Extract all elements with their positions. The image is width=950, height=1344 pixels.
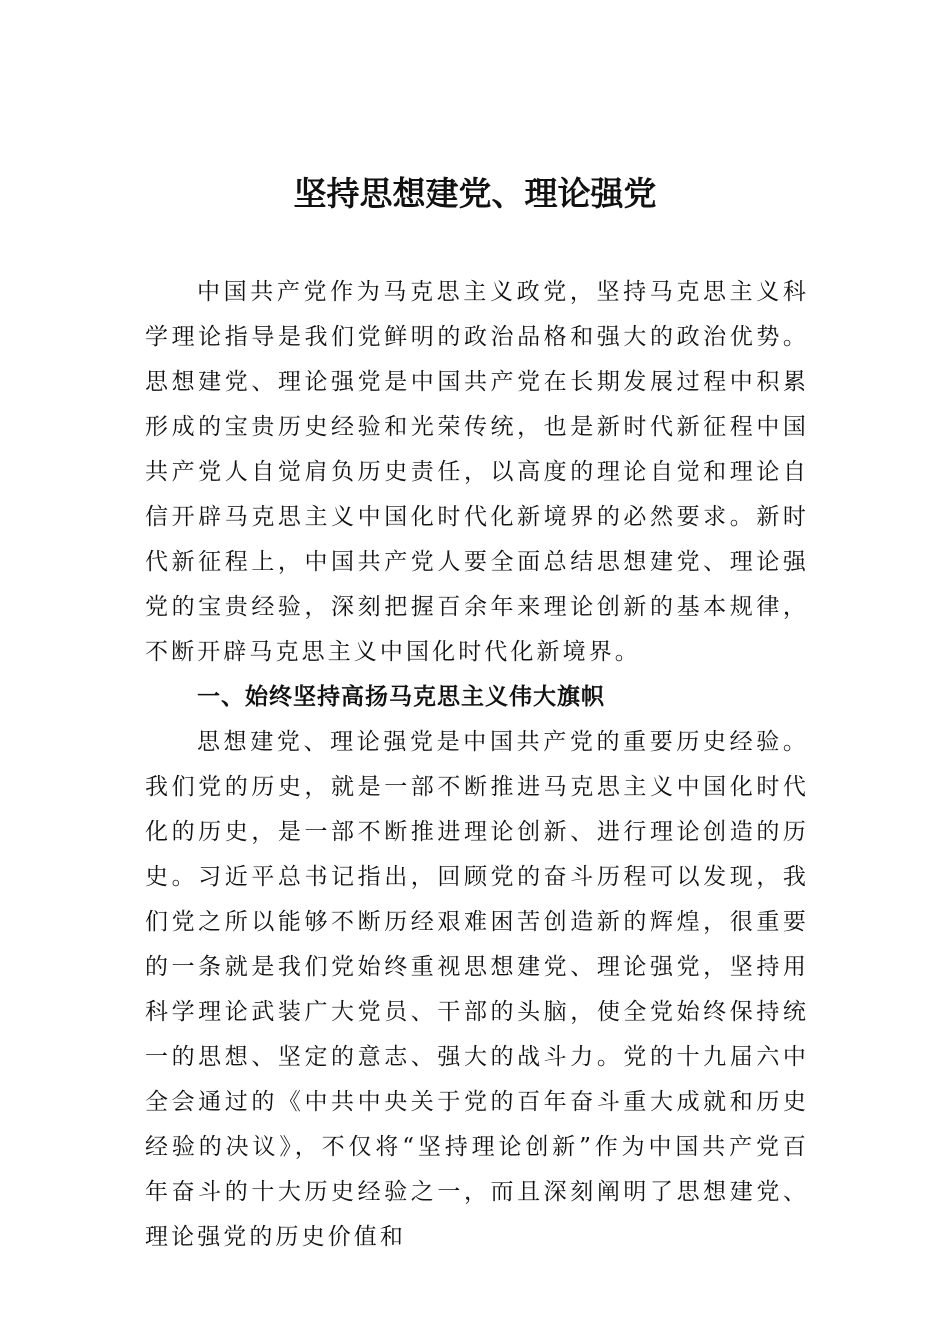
document-title: 坚持思想建党、理论强党	[293, 174, 657, 213]
document-body	[145, 270, 809, 1260]
section-heading: 一、始终坚持高扬马克思主义伟大旗帜	[197, 684, 605, 710]
intro-paragraph: 中国共产党作为马克思主义政党，坚持马克思主义科学理论指导是我们党鲜明的政治品格和强大的政治优势。思想建党、理论强党是中国共产党在长期发展过程中积累形成的宝贵历史经验和光荣传统，也是新时代新征程中国共产党人自觉肩负历史责任，以高度的理论自觉和理论自信开辟马克思主义中国化时代化新境界的必然要求。新时代新征程上，中国共产党人要全面总结思想建党、理论强党的宝贵经验，深刻把握百余年来理论创新的基本规律，不断开辟马克思主义中国化时代化新境界。	[145, 279, 809, 665]
body-paragraph: 思想建党、理论强党是中国共产党的重要历史经验。我们党的历史，就是一部不断推进马克思主义中国化时代化的历史，是一部不断推进理论创新、进行理论创造的历史。习近平总书记指出，回顾党的奋斗历程可以发现，我们党之所以能够不断历经艰难困苦创造新的辉煌，很重要的一条就是我们党始终重视思想建党、理论强党，坚持用科学理论武装广大党员、干部的头脑，使全党始终保持统一的思想、坚定的意志、强大的战斗力。党的十九届六中全会通过的《中共中央关于党的百年奋斗重大成就和历史经验的决议》，不仅将“坚持理论创新”作为中国共产党百年奋斗的十大历史经验之一，而且深刻阐明了思想建党、理论强党的历史价值和	[145, 729, 809, 1250]
